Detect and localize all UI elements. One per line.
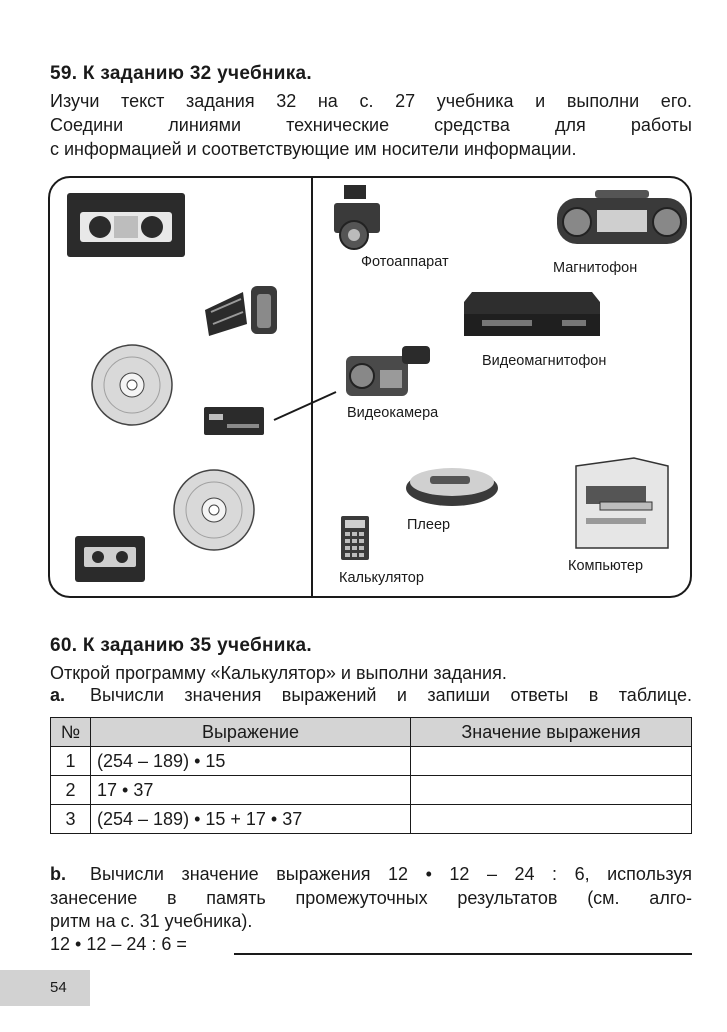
table-row bbox=[51, 805, 692, 834]
part-a-label: a. bbox=[50, 685, 66, 705]
row-number: 3 bbox=[51, 805, 91, 834]
row-expression: (254 – 189) • 15 bbox=[91, 747, 411, 776]
camcorder-icon bbox=[344, 342, 434, 400]
task-59-line-3: с информацией и соответствующие им носители информации. bbox=[50, 139, 577, 159]
tape-recorder-icon bbox=[555, 188, 689, 248]
film-roll-icon bbox=[203, 280, 283, 340]
row-number: 2 bbox=[51, 776, 91, 805]
cd-icon bbox=[90, 343, 174, 427]
calculator-icon bbox=[340, 515, 370, 561]
task-59-line-2: Соедини линиями технические средства для работы bbox=[50, 115, 692, 135]
equation-label: 12 • 12 – 24 : 6 = bbox=[50, 934, 187, 954]
panel-divider bbox=[311, 177, 313, 597]
label-player: Плеер bbox=[407, 517, 451, 533]
cd-icon bbox=[172, 468, 256, 552]
header-expression: Выражение bbox=[91, 718, 411, 747]
task-60-title: 60. К заданию 35 учебника. bbox=[50, 635, 312, 656]
table-row bbox=[51, 747, 692, 776]
table-row bbox=[51, 776, 692, 805]
label-camcorder: Видеокамера bbox=[347, 405, 439, 421]
label-tape-recorder: Магнитофон bbox=[553, 260, 638, 276]
task-60-intro: Открой программу «Калькулятор» и выполни задания. bbox=[50, 663, 507, 683]
row-number: 1 bbox=[51, 747, 91, 776]
page-number-box bbox=[0, 970, 90, 1006]
row-value-cell[interactable] bbox=[411, 747, 692, 776]
part-b-line-3: ритм на с. 31 учебника). bbox=[50, 911, 253, 931]
label-calculator: Калькулятор bbox=[339, 570, 424, 586]
row-value-cell[interactable] bbox=[411, 776, 692, 805]
vcr-icon bbox=[462, 290, 602, 340]
videocassette-icon bbox=[66, 192, 186, 258]
row-expression: (254 – 189) • 15 + 17 • 37 bbox=[91, 805, 411, 834]
expressions-table bbox=[50, 717, 692, 834]
label-camera: Фотоаппарат bbox=[361, 254, 449, 270]
part-b-label: b. bbox=[50, 864, 66, 884]
label-vcr: Видеомагнитофон bbox=[482, 353, 607, 369]
label-computer: Компьютер bbox=[568, 558, 644, 574]
table-header-row bbox=[51, 718, 692, 747]
answer-line[interactable] bbox=[234, 953, 692, 955]
part-a-text: Вычисли значения выражений и запиши ответы в таблице. bbox=[90, 685, 692, 705]
part-b-line-2: занесение в память промежуточных результатов (см. алго- bbox=[50, 888, 692, 908]
task-59-line-1: Изучи текст задания 32 на с. 27 учебника и выполни его. bbox=[50, 91, 692, 111]
camera-icon bbox=[330, 183, 384, 253]
row-expression: 17 • 37 bbox=[91, 776, 411, 805]
memory-card-icon bbox=[203, 406, 265, 436]
page-number: 54 bbox=[50, 979, 67, 996]
player-icon bbox=[404, 462, 500, 508]
row-value-cell[interactable] bbox=[411, 805, 692, 834]
connection-line bbox=[270, 388, 340, 424]
part-b-line-1: Вычисли значение выражения 12 • 12 – 24 : 6, используя bbox=[90, 864, 692, 884]
header-value: Значение выражения bbox=[411, 718, 692, 747]
audio-cassette-icon bbox=[74, 535, 146, 583]
task-59-title: 59. К заданию 32 учебника. bbox=[50, 63, 312, 84]
computer-icon bbox=[574, 456, 670, 550]
header-number: № bbox=[51, 718, 91, 747]
